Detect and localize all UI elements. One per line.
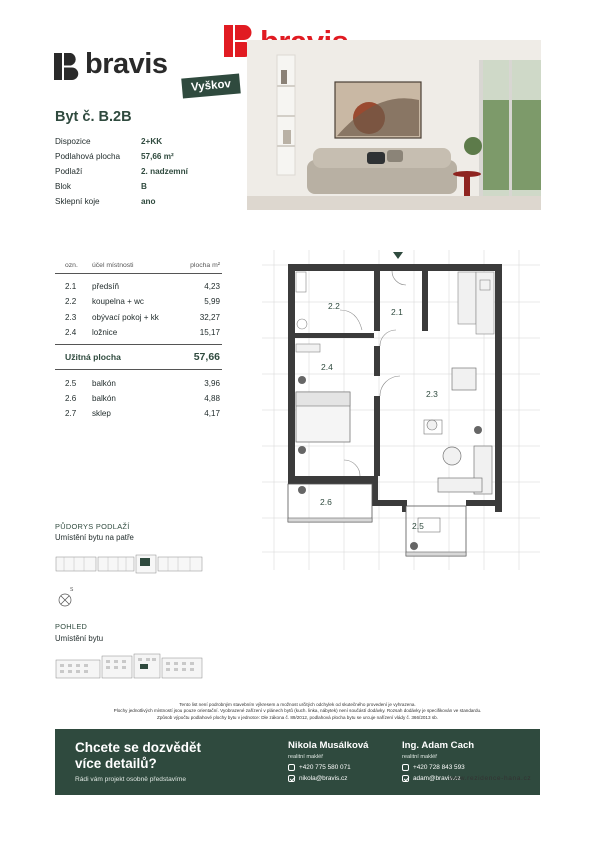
table-row: 2.7 sklep 4,17: [65, 409, 220, 418]
table-row: 2.3 obývací pokoj + kk 32,27: [65, 313, 220, 322]
col-header-no: ozn.: [65, 262, 78, 269]
building-floor-thumbnail: [54, 553, 204, 575]
contact-card: [288, 740, 403, 782]
cta-subtitle: Rádi vám projekt osobně představíme: [75, 776, 187, 783]
building-view-thumbnail: [54, 652, 204, 680]
contact-name: Ing. Adam Cach: [402, 740, 475, 751]
plan-label-2-2: 2.2: [328, 301, 340, 311]
col-header-name: účel místnosti: [92, 262, 134, 269]
floor-location-heading: PŮDORYS PODLAŽÍ: [55, 522, 130, 531]
table-row: 2.2 koupelna + wc 5,99: [65, 297, 220, 306]
unit-title: Byt č. B.2B: [55, 109, 132, 125]
cta-heading: Chcete se dozvědět více detailů?: [75, 740, 202, 771]
website-link[interactable]: www.rezidence-hana.cz: [449, 775, 532, 782]
compass-icon: [58, 587, 76, 609]
view-heading: POHLED: [55, 622, 88, 631]
divider: [55, 344, 222, 345]
mail-icon: [288, 775, 295, 782]
plan-label-2-5: 2.5: [412, 521, 424, 531]
col-header-area: plocha m²: [190, 262, 220, 269]
spec-row: Dispozice 2+KK: [55, 137, 163, 146]
table-row: 2.5 balkón 3,96: [65, 379, 220, 388]
spec-row: Podlaží 2. nadzemní: [55, 167, 188, 176]
city-tag: Vyškov: [181, 74, 241, 99]
bravis-mark-icon: [54, 53, 80, 80]
total-row: Užitná plocha 57,66: [65, 351, 220, 363]
spec-row: Blok B: [55, 182, 147, 191]
contact-phone[interactable]: +420 775 580 071: [288, 764, 403, 771]
table-row: 2.6 balkón 4,88: [65, 394, 220, 403]
contact-email[interactable]: adam@bravis.cz: [402, 775, 517, 782]
project-brand-name: bravis: [85, 48, 168, 80]
plan-label-2-6: 2.6: [320, 497, 332, 507]
divider: [55, 273, 222, 274]
contact-role: realitní makléř: [288, 754, 324, 760]
plan-label-2-4: 2.4: [321, 362, 333, 372]
plan-label-2-3: 2.3: [426, 389, 438, 399]
spec-row: Podlahová plocha 57,66 m²: [55, 152, 174, 161]
compass-label: S: [70, 587, 74, 593]
divider: [55, 369, 222, 370]
plan-label-2-1: 2.1: [391, 307, 403, 317]
contact-role: realitní makléř: [402, 754, 438, 760]
contact-phone[interactable]: +420 728 843 593: [402, 764, 517, 771]
mail-icon: [402, 775, 409, 782]
floor-plan: [262, 250, 540, 570]
phone-icon: [402, 764, 409, 771]
disclaimer: Tento list není podrobným stavebním výkresem a možnost určitých odchylek od skutečného provedení je vyhrazena. Plochy jednotlivých místností jsou pouze orientační. Vyobrazené zařízení v plánech bytů (kuch. linka, nábytek) není součástí dodávky. Rozsah dodávky je specifikován ve standardu. Způsob výpočtu podlahové plochy bytu v jednotce: Dle zákona č. 89/2012, podlahová plocha bytu se urcuje nařízení vlády č. 366/2013 sb.: [113, 702, 482, 720]
phone-icon: [288, 764, 295, 771]
contact-email[interactable]: nikola@bravis.cz: [288, 775, 403, 782]
table-row: 2.4 ložnice 15,17: [65, 328, 220, 337]
spec-row: Sklepní koje ano: [55, 197, 156, 206]
contact-banner: [55, 729, 540, 795]
interior-photo: [247, 40, 541, 210]
view-caption: Umístění bytu: [55, 634, 104, 643]
contact-name: Nikola Musálková: [288, 740, 369, 751]
table-row: 2.1 předsíň 4,23: [65, 282, 220, 291]
floor-location-caption: Umístění bytu na patře: [55, 533, 134, 542]
